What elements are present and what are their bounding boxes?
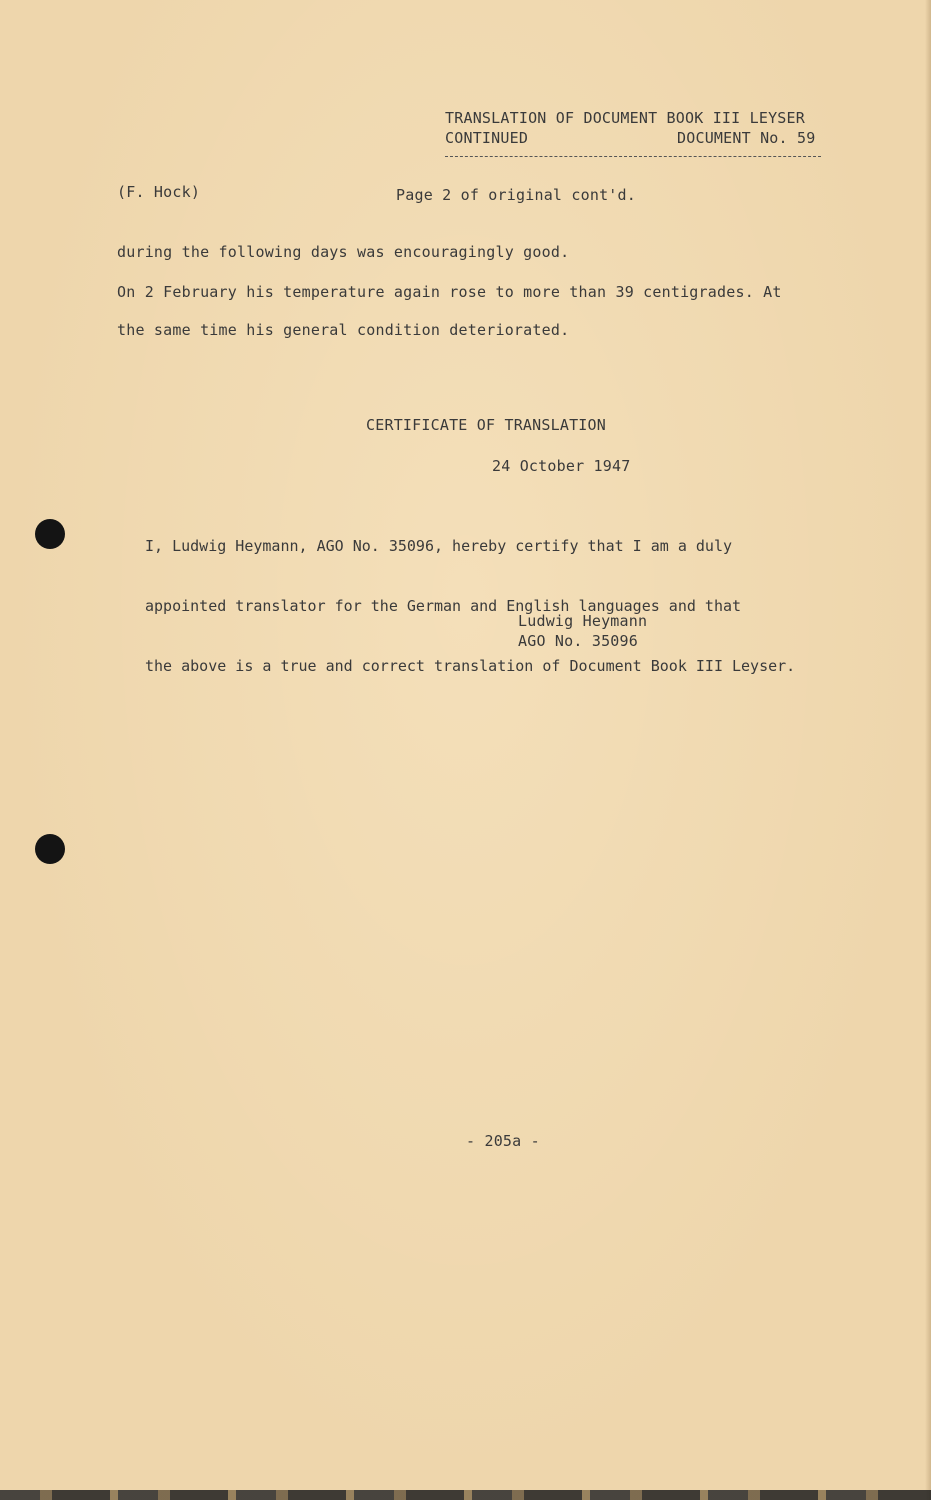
header-document-number: DOCUMENT No. 59 [677,129,816,147]
page-continuation-note: Page 2 of original cont'd. [396,186,636,204]
certificate-title: CERTIFICATE OF TRANSLATION [366,416,606,434]
signature-ago-number: AGO No. 35096 [518,632,638,650]
certificate-statement [145,496,795,716]
certificate-line-3: the above is a true and correct translation of Document Book III Leyser. [145,657,796,675]
punch-hole-bottom [35,834,65,864]
punch-hole-top [35,519,65,549]
body-line-2: On 2 February his temperature again rose to more than 39 centigrades. At [117,283,782,301]
body-line-1: during the following days was encouragingly good. [117,243,570,261]
page-bottom-edge [0,1490,931,1500]
page-edge-shadow [925,0,931,1500]
signature-name: Ludwig Heymann [518,612,648,630]
certificate-line-1: I, Ludwig Heymann, AGO No. 35096, hereby certify that I am a duly [145,537,732,555]
certificate-date: 24 October 1947 [492,457,631,475]
certificate-line-2: appointed translator for the German and English languages and that [145,597,742,615]
body-line-3: the same time his general condition deteriorated. [117,321,570,339]
header-title: TRANSLATION OF DOCUMENT BOOK III LEYSER [445,109,805,127]
page-number: - 205a - [466,1132,540,1150]
header-continued: CONTINUED [445,129,529,147]
header-divider [445,156,821,157]
author-reference: (F. Hock) [117,183,201,201]
